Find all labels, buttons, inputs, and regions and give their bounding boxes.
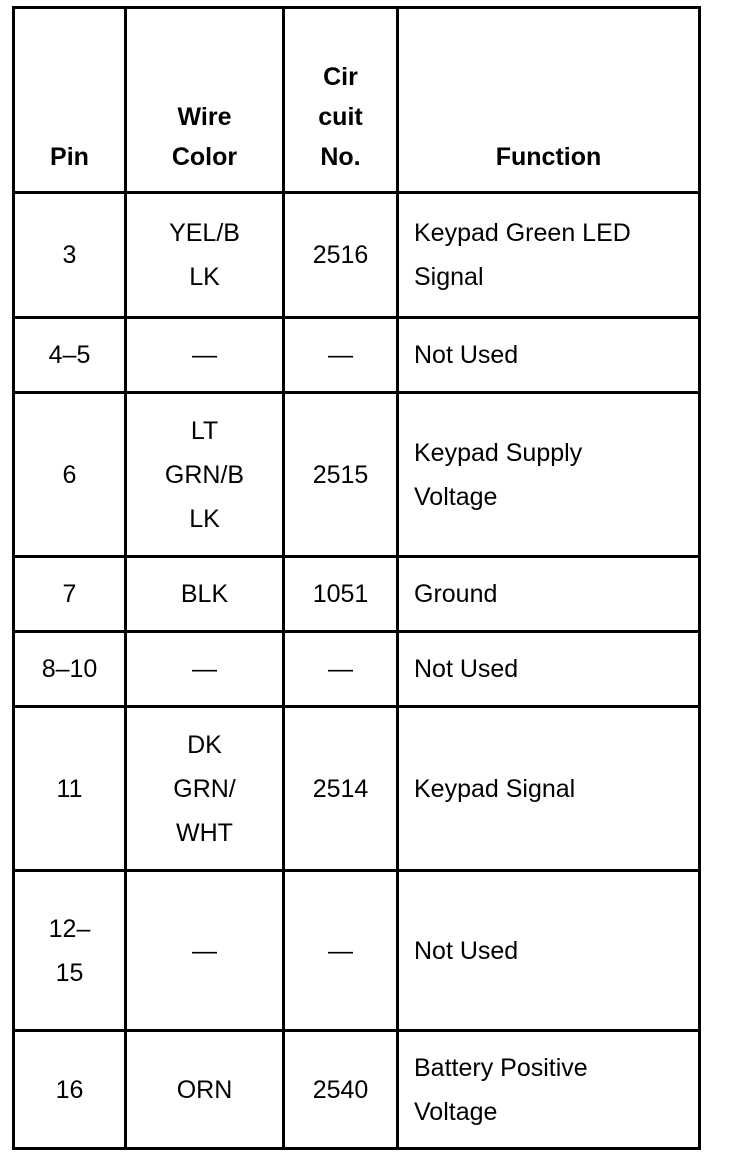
- cell-circuit: 2515: [284, 393, 398, 557]
- cell-function: Keypad Supply Voltage: [398, 393, 700, 557]
- table-row: [14, 871, 700, 1031]
- table-row: [14, 393, 700, 557]
- table-row: [14, 318, 700, 393]
- cell-circuit: 1051: [284, 557, 398, 632]
- cell-function: Ground: [398, 557, 700, 632]
- cell-function: Not Used: [398, 871, 700, 1031]
- header-wire-color: Wire Color: [126, 8, 284, 193]
- cell-wire-color: —: [126, 632, 284, 707]
- table-row: [14, 193, 700, 318]
- cell-wire-color: LT GRN/B LK: [126, 393, 284, 557]
- cell-wire-color: YEL/B LK: [126, 193, 284, 318]
- cell-pin: 6: [14, 393, 126, 557]
- cell-function: Keypad Signal: [398, 707, 700, 871]
- cell-circuit: —: [284, 318, 398, 393]
- cell-pin: 12– 15: [14, 871, 126, 1031]
- table-row: [14, 632, 700, 707]
- header-circuit-no: Cir cuit No.: [284, 8, 398, 193]
- cell-wire-color: BLK: [126, 557, 284, 632]
- cell-wire-color: ORN: [126, 1031, 284, 1149]
- table-row: [14, 1031, 700, 1149]
- cell-circuit: 2516: [284, 193, 398, 318]
- cell-wire-color: DK GRN/ WHT: [126, 707, 284, 871]
- table-row: [14, 707, 700, 871]
- cell-function: Not Used: [398, 318, 700, 393]
- table-row: [14, 557, 700, 632]
- cell-pin: 16: [14, 1031, 126, 1149]
- cell-pin: 4–5: [14, 318, 126, 393]
- cell-pin: 7: [14, 557, 126, 632]
- cell-circuit: 2514: [284, 707, 398, 871]
- header-pin: Pin: [14, 8, 126, 193]
- cell-wire-color: —: [126, 871, 284, 1031]
- cell-function: Not Used: [398, 632, 700, 707]
- header-row: [14, 8, 700, 193]
- cell-circuit: —: [284, 632, 398, 707]
- cell-pin: 3: [14, 193, 126, 318]
- cell-circuit: 2540: [284, 1031, 398, 1149]
- cell-function: Battery Positive Voltage: [398, 1031, 700, 1149]
- cell-function: Keypad Green LED Signal: [398, 193, 700, 318]
- cell-pin: 11: [14, 707, 126, 871]
- header-function: Function: [398, 8, 700, 193]
- connector-pin-table: [12, 6, 701, 1150]
- cell-wire-color: —: [126, 318, 284, 393]
- cell-circuit: —: [284, 871, 398, 1031]
- cell-pin: 8–10: [14, 632, 126, 707]
